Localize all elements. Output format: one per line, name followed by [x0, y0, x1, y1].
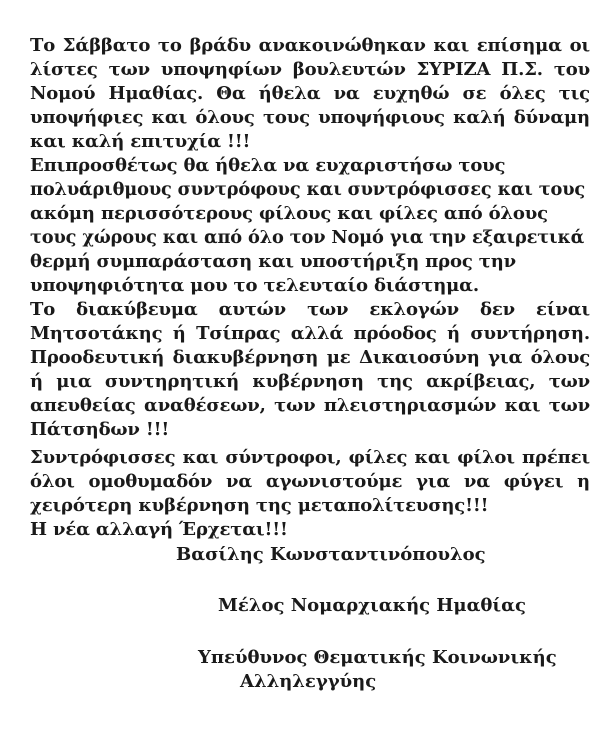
body-line-19: όλοι ομοθυμαδόν να αγωνιστούμε για να φύγει η [30, 471, 590, 492]
body-line-13: Μητσοτάκης ή Τσίπρας αλλά πρόοδος ή συντήρηση. [30, 323, 590, 344]
body-line-21: Η νέα αλλαγή Έρχεται!!! [30, 519, 288, 540]
signature-name: Βασίλης Κωνσταντινόπουλος [176, 544, 486, 565]
body-line-7: πολυάριθμους συντρόφους και συντρόφισσες και τους [30, 179, 586, 200]
body-line-5: και καλή επιτυχία !!! [30, 131, 251, 152]
signature-title-line-1: Υπεύθυνος Θεματικής Κοινωνικής [198, 647, 557, 668]
body-line-10: θερμή συμπαράσταση και υποστήριξη προς την [30, 251, 517, 272]
body-line-1: Το Σάββατο το βράδυ ανακοινώθηκαν και επίσημα οι [30, 35, 590, 56]
body-line-12: Το διακύβευμα αυτών των εκλογών δεν είναι [30, 299, 590, 320]
body-line-3: Νομού Ημαθίας. Θα ήθελα να ευχηθώ σε όλες τις [30, 83, 590, 104]
body-line-16: απευθείας αναθέσεων, των πλειστηριασμών και των [30, 395, 590, 416]
body-line-11: υποψηφιότητα μου το τελευταίο διάστημα. [30, 275, 479, 296]
body-line-4: υποψήφιες και όλους τους υποψήφιους καλή δύναμη [30, 107, 590, 128]
body-line-8: ακόμη περισσότερους φίλους και φίλες από όλους [30, 203, 548, 224]
body-line-20: χειρότερη κυβέρνηση της μεταπολίτευσης!!! [30, 495, 489, 516]
body-line-17: Πάτσηδων !!! [30, 419, 170, 440]
body-line-9: τους χώρους και από όλο τον Νομό για την εξαιρετικά [30, 227, 585, 248]
body-line-14: Προοδευτική διακυβέρνηση με Δικαιοσύνη για όλους [30, 347, 590, 368]
signature-title-line-2: Αλληλεγγύης [240, 671, 377, 692]
signature-role: Μέλος Νομαρχιακής Ημαθίας [218, 595, 526, 616]
body-line-2: λίστες των υποψηφίων βουλευτών ΣΥΡΙΖΑ Π.Σ. του [30, 59, 590, 80]
body-line-15: ή μια συντηρητική κυβέρνηση της ακρίβειας, των [30, 371, 590, 392]
body-line-6: Επιπροσθέτως θα ήθελα να ευχαριστήσω τους [30, 155, 506, 176]
body-line-18: Συντρόφισσες και σύντροφοι, φίλες και φίλοι πρέπει [30, 447, 590, 468]
